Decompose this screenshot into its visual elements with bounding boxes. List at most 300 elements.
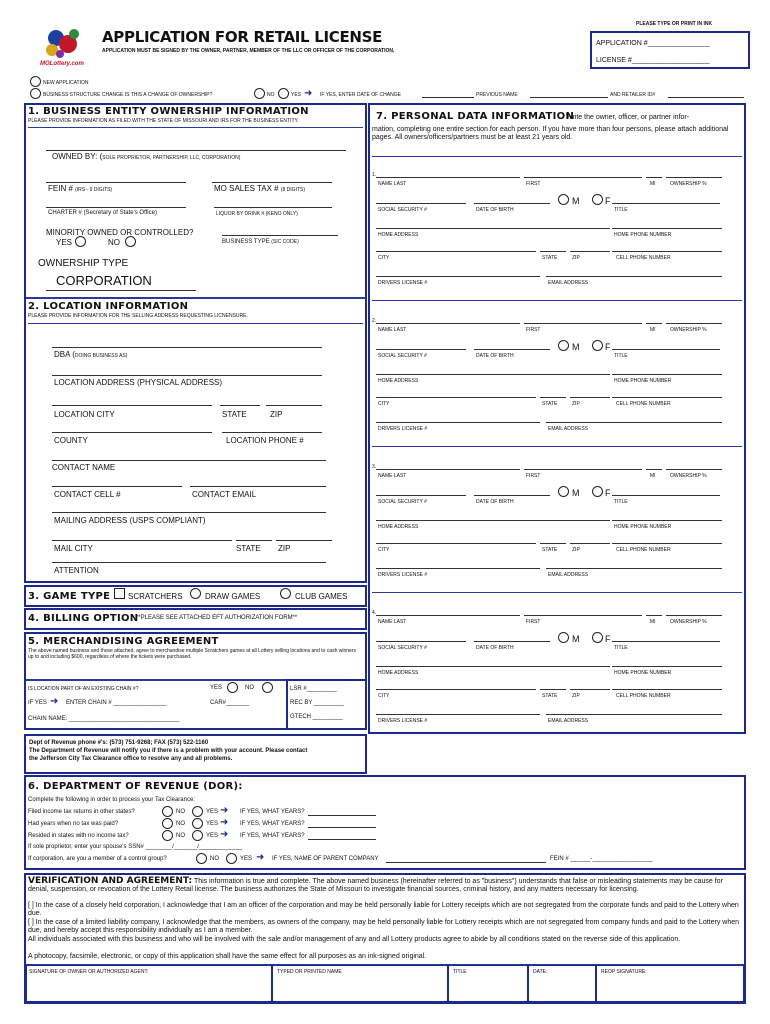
state-label: STATE bbox=[542, 255, 558, 261]
email-line[interactable] bbox=[546, 276, 722, 277]
signature-date-label: DATE: bbox=[533, 969, 548, 975]
dor-question-label: Filed income tax returns in other states? bbox=[28, 809, 135, 815]
person-divider bbox=[372, 446, 742, 447]
person-number: 2. bbox=[372, 318, 377, 324]
dor-years-label: IF YES, WHAT YEARS? bbox=[240, 833, 305, 839]
dor-contact-line-2: The Department of Revenue will notify you if there is a problem with your account. Please contact bbox=[29, 748, 308, 754]
location-address-line[interactable] bbox=[52, 375, 322, 376]
male-label: M bbox=[572, 488, 580, 498]
location-phone-line[interactable] bbox=[222, 432, 322, 433]
print-note: PLEASE TYPE OR PRINT IN INK bbox=[636, 21, 713, 27]
section-7-intro-a: Write the owner, officer, or partner infor- bbox=[566, 114, 690, 121]
drivers-license-line[interactable] bbox=[376, 276, 540, 277]
signature-date-field[interactable] bbox=[528, 965, 596, 1002]
zip-label: ZIP bbox=[572, 693, 580, 699]
scratchers-checkbox[interactable] bbox=[114, 588, 125, 599]
first-name-label: FIRST bbox=[526, 473, 541, 479]
ownership-label: OWNERSHIP % bbox=[670, 473, 707, 479]
section-7-box bbox=[368, 103, 746, 734]
ownership-line[interactable] bbox=[666, 323, 722, 324]
female-radio[interactable] bbox=[592, 632, 603, 643]
city-label: CITY bbox=[378, 401, 390, 407]
person-number: 4. bbox=[372, 610, 377, 616]
dob-label: DATE OF BIRTH bbox=[476, 207, 514, 213]
contact-cell-line[interactable] bbox=[52, 486, 182, 487]
retailer-id-line[interactable] bbox=[668, 97, 744, 98]
verification-p4: A photocopy, facsimile, electronic, or copy of this application shall have the same effect for all purposes as an ink-signed original. bbox=[28, 953, 427, 960]
gtech-field[interactable]: GTECH _________ bbox=[290, 714, 343, 720]
mailing-address-label: MAILING ADDRESS (USPS COMPLIANT) bbox=[54, 516, 206, 525]
location-phone-label: LOCATION PHONE # bbox=[226, 436, 304, 445]
zip-line[interactable] bbox=[570, 543, 610, 544]
verification-p1: [ ] In the case of a closely held corporation, I acknowledge that I am an officer of the corporation and may be held personally liable for Lottery receipts which are not segregated from the corporate funds and paid to the Lottery when due. bbox=[28, 902, 739, 917]
chain-number-field[interactable]: ENTER CHAIN # ________________ bbox=[66, 700, 167, 706]
logo-text: MOLottery.com bbox=[40, 61, 84, 67]
drivers-license-label: DRIVERS LICENSE # bbox=[378, 572, 428, 578]
title-line[interactable] bbox=[612, 495, 720, 496]
title-line[interactable] bbox=[612, 203, 720, 204]
email-line[interactable] bbox=[546, 714, 722, 715]
female-label: F bbox=[605, 342, 611, 352]
dor-question-label: Had years when no tax was paid? bbox=[28, 821, 119, 827]
draw-games-label: DRAW GAMES bbox=[205, 592, 261, 601]
minority-yes-label: YES bbox=[56, 238, 73, 247]
cell-phone-label: CELL PHONE NUMBER bbox=[616, 401, 671, 407]
email-label: EMAIL ADDRESS bbox=[548, 426, 589, 432]
dor-no-radio[interactable] bbox=[162, 806, 173, 817]
county-line[interactable] bbox=[52, 432, 212, 433]
new-application-label: NEW APPLICATION bbox=[43, 80, 89, 86]
arrow-icon: ➜ bbox=[256, 852, 265, 863]
dor-years-label: IF YES, WHAT YEARS? bbox=[240, 821, 305, 827]
city-label: CITY bbox=[378, 547, 390, 553]
cell-phone-label: CELL PHONE NUMBER bbox=[616, 547, 671, 553]
zip-label: ZIP bbox=[572, 255, 580, 261]
dob-label: DATE OF BIRTH bbox=[476, 499, 514, 505]
email-label: EMAIL ADDRESS bbox=[548, 280, 589, 286]
location-city-line[interactable] bbox=[52, 405, 212, 406]
home-address-label: HOME ADDRESS bbox=[378, 378, 419, 384]
mi-label: MI bbox=[650, 473, 656, 479]
home-phone-label: HOME PHONE NUMBER bbox=[614, 378, 672, 384]
dob-line[interactable] bbox=[474, 495, 550, 496]
state-line[interactable] bbox=[540, 397, 566, 398]
person-number: 1. bbox=[372, 172, 377, 178]
city-label: CITY bbox=[378, 693, 390, 699]
dor-yes-label: YES bbox=[206, 833, 219, 839]
county-label: COUNTY bbox=[54, 436, 88, 445]
male-radio[interactable] bbox=[558, 194, 569, 205]
contact-name-line[interactable] bbox=[52, 460, 326, 461]
male-radio[interactable] bbox=[558, 632, 569, 643]
arrow-icon: ➜ bbox=[220, 829, 229, 840]
ownership-type-value[interactable]: CORPORATION bbox=[56, 273, 152, 288]
dor-yes-label: YES bbox=[206, 809, 219, 815]
mi-label: MI bbox=[650, 619, 656, 625]
home-address-label: HOME ADDRESS bbox=[378, 232, 419, 238]
arrow-icon: ➜ bbox=[220, 817, 229, 828]
business-type-line[interactable] bbox=[222, 235, 338, 236]
female-label: F bbox=[605, 196, 611, 206]
email-label: EMAIL ADDRESS bbox=[548, 572, 589, 578]
mail-city-label: MAIL CITY bbox=[54, 544, 93, 553]
person-divider bbox=[372, 300, 742, 301]
dor-contact-line-3: the Jefferson City Tax Clearance office to resolve any and all problems. bbox=[29, 756, 233, 762]
verification-p3: All individuals associated with this business and who will be involved with the sale and/or management of any and all Lottery products agree to abide by all conditions stated on the reverse side of this application. bbox=[28, 936, 681, 943]
section-2-note: PLEASE PROVIDE INFORMATION FOR THE SELLING ADDRESS REQUESTING LICNENSURE. bbox=[28, 313, 248, 319]
charter-label: CHARTER # (Secretary of State's Office) bbox=[48, 210, 157, 216]
signature-title-field[interactable] bbox=[448, 965, 528, 1002]
fein-line[interactable] bbox=[46, 182, 186, 183]
dor-no-label: NO bbox=[176, 833, 185, 839]
location-state-line[interactable] bbox=[220, 405, 260, 406]
section-1-2-box bbox=[24, 103, 367, 583]
ssn-label: SOCIAL SECURITY # bbox=[378, 353, 427, 359]
section-6-intro: Complete the following in order to process your Tax Clearance: bbox=[28, 797, 195, 803]
mi-line[interactable] bbox=[646, 469, 662, 470]
section-4-title: 4. BILLING OPTION bbox=[28, 613, 139, 624]
application-number-field[interactable]: APPLICATION #________________ bbox=[596, 40, 710, 47]
first-name-label: FIRST bbox=[526, 619, 541, 625]
owned-by-label: OWNED BY: (SOLE PROPRIETOR, PARTNERSHIP, LLC, CORPORATION) bbox=[52, 152, 241, 161]
club-games-radio[interactable] bbox=[280, 588, 291, 599]
last-name-label: NAME LAST bbox=[378, 327, 407, 333]
signature-field[interactable] bbox=[26, 965, 272, 1002]
male-radio[interactable] bbox=[558, 486, 569, 497]
chain-question-label: IS LOCATION PART OF AN EXISTING CHAIN #? bbox=[28, 686, 139, 692]
parent-fein-field[interactable]: FEIN # ______-__________________ bbox=[550, 856, 653, 862]
chain-no-radio[interactable] bbox=[262, 682, 273, 693]
ssn-line[interactable] bbox=[376, 495, 466, 496]
liquor-label: LIQUOR BY DRINK # (KENO ONLY) bbox=[216, 211, 298, 217]
section-4-note: **PLEASE SEE ATTACHED EFT AUTHORIZATION FORM** bbox=[136, 615, 298, 621]
rec-by-field[interactable]: REC BY _________ bbox=[290, 700, 344, 706]
contact-name-label: CONTACT NAME bbox=[52, 463, 116, 472]
home-phone-line[interactable] bbox=[612, 520, 722, 521]
dor-years-line[interactable] bbox=[308, 839, 376, 840]
section-divider bbox=[26, 297, 366, 299]
state-label: STATE bbox=[542, 693, 558, 699]
home-phone-line[interactable] bbox=[612, 228, 722, 229]
car-number-field[interactable]: CAR#_______ bbox=[210, 700, 250, 706]
spouse-ssn-field[interactable]: If sole proprietor, enter your spouse's SSN# ________/_______/_____________ bbox=[28, 844, 243, 850]
section-3-title: 3. GAME TYPE bbox=[28, 591, 111, 602]
previous-name-label: PREVIOUS NAME bbox=[476, 92, 518, 98]
page-title: APPLICATION FOR RETAIL LICENSE bbox=[102, 28, 383, 46]
state-label: STATE bbox=[542, 547, 558, 553]
draw-games-radio[interactable] bbox=[190, 588, 201, 599]
drivers-license-line[interactable] bbox=[376, 568, 540, 569]
location-zip-line[interactable] bbox=[266, 405, 322, 406]
chain-yes-radio[interactable] bbox=[227, 682, 238, 693]
zip-label: ZIP bbox=[572, 401, 580, 407]
dor-no-radio[interactable] bbox=[162, 830, 173, 841]
mo-sales-tax-label: MO SALES TAX # (8 DIGITS) bbox=[214, 184, 306, 193]
new-application-radio[interactable] bbox=[30, 76, 41, 87]
ownership-label: OWNERSHIP % bbox=[670, 327, 707, 333]
ownership-line[interactable] bbox=[666, 469, 722, 470]
home-address-line[interactable] bbox=[376, 374, 610, 375]
mail-state-label: STATE bbox=[236, 544, 261, 553]
dob-line[interactable] bbox=[474, 349, 550, 350]
section-7-title: 7. PERSONAL DATA INFORMATION bbox=[376, 111, 575, 122]
mail-city-line[interactable] bbox=[52, 540, 232, 541]
application-number-box bbox=[590, 31, 750, 69]
minority-yes-radio[interactable] bbox=[75, 236, 86, 247]
liquor-line[interactable] bbox=[214, 207, 332, 208]
parent-company-label: IF YES, NAME OF PARENT COMPANY bbox=[272, 856, 379, 862]
mi-label: MI bbox=[650, 327, 656, 333]
first-name-label: FIRST bbox=[526, 181, 541, 187]
last-name-label: NAME LAST bbox=[378, 181, 407, 187]
dor-no-label: NO bbox=[176, 809, 185, 815]
email-line[interactable] bbox=[546, 568, 722, 569]
mail-zip-line[interactable] bbox=[276, 540, 332, 541]
zip-line[interactable] bbox=[570, 251, 610, 252]
last-name-label: NAME LAST bbox=[378, 619, 407, 625]
reop-signature-field[interactable] bbox=[596, 965, 744, 1002]
first-name-line[interactable] bbox=[524, 323, 642, 324]
section-5-title: 5. MERCHANDISING AGREEMENT bbox=[28, 636, 219, 647]
ownership-label: OWNERSHIP % bbox=[670, 181, 707, 187]
charter-line[interactable] bbox=[46, 207, 186, 208]
home-phone-line[interactable] bbox=[612, 666, 722, 667]
change-yes-radio[interactable] bbox=[278, 88, 289, 99]
license-number-field[interactable]: LICENSE #____________________ bbox=[596, 57, 710, 64]
retailer-id-label: AND RETAILER ID# bbox=[610, 92, 656, 98]
chain-no-label: NO bbox=[245, 685, 254, 691]
dor-years-label: IF YES, WHAT YEARS? bbox=[240, 809, 305, 815]
control-group-yes-label: YES bbox=[240, 856, 253, 862]
date-of-change-line[interactable] bbox=[422, 97, 474, 98]
dor-contact-line-1: Dept of Revenue phone #'s: (573) 751-9268; FAX (573) 522-1160 bbox=[29, 740, 209, 746]
chain-name-field[interactable]: CHAIN NAME: _________________________________ bbox=[28, 716, 180, 722]
state-line[interactable] bbox=[540, 543, 566, 544]
section-1-title: 1. BUSINESS ENTITY OWNERSHIP INFORMATION bbox=[28, 106, 309, 117]
structure-change-radio[interactable] bbox=[30, 88, 41, 99]
male-radio[interactable] bbox=[558, 340, 569, 351]
structure-change-label: BUSINESS STRUCTURE CHANGE IS THIS A CHANGE OF OWNERSHIP? bbox=[43, 92, 213, 98]
drivers-license-label: DRIVERS LICENSE # bbox=[378, 718, 428, 724]
dor-yes-radio[interactable] bbox=[192, 806, 203, 817]
home-phone-label: HOME PHONE NUMBER bbox=[614, 232, 672, 238]
last-name-line[interactable] bbox=[376, 469, 520, 470]
home-address-label: HOME ADDRESS bbox=[378, 670, 419, 676]
state-line[interactable] bbox=[540, 689, 566, 690]
cell-phone-line[interactable] bbox=[612, 397, 722, 398]
fein-label: FEIN # (IRS - 9 DIGITS) bbox=[48, 184, 113, 193]
dor-no-label: NO bbox=[176, 821, 185, 827]
mail-state-line[interactable] bbox=[236, 540, 272, 541]
last-name-line[interactable] bbox=[376, 177, 520, 178]
control-group-yes-radio[interactable] bbox=[226, 853, 237, 864]
drivers-license-line[interactable] bbox=[376, 422, 540, 423]
state-line[interactable] bbox=[540, 251, 566, 252]
female-radio[interactable] bbox=[592, 340, 603, 351]
male-label: M bbox=[572, 342, 580, 352]
state-label: STATE bbox=[542, 401, 558, 407]
verification-intro bbox=[28, 877, 744, 894]
date-of-change-label: IF YES, ENTER DATE OF CHANGE bbox=[320, 92, 401, 98]
lsr-field[interactable]: LSR #_________ bbox=[290, 686, 337, 692]
title-label: TITLE bbox=[614, 499, 628, 505]
verification-p2: [ ] In the case of a limited liability company, I acknowledge that the members, as owners of the company, may be held personally liable for Lottery receipts which are not segregated from company funds and paid to the Lottery when due, and hereby accept this responsibility individually as I am a member. bbox=[28, 919, 740, 934]
home-phone-label: HOME PHONE NUMBER bbox=[614, 670, 672, 676]
mo-sales-tax-line[interactable] bbox=[212, 182, 332, 183]
location-city-label: LOCATION CITY bbox=[54, 410, 115, 419]
dor-question-label: Resided in states with no income tax? bbox=[28, 833, 129, 839]
person-divider bbox=[372, 592, 742, 593]
attention-label: ATTENTION bbox=[54, 566, 99, 575]
title-line[interactable] bbox=[612, 349, 720, 350]
dor-no-radio[interactable] bbox=[162, 818, 173, 829]
section-5-text: The above named business and those attached, agree to merchandise multiple Scratchers games at all Lottery selling locations and to cash winners up to and including $600, regardless of where the tickets were purchased. bbox=[28, 648, 356, 660]
ownership-label: OWNERSHIP % bbox=[670, 619, 707, 625]
signature-label: SIGNATURE OF OWNER OR AUTHORIZED AGENT: bbox=[29, 969, 149, 975]
email-label: EMAIL ADDRESS bbox=[548, 718, 589, 724]
last-name-label: NAME LAST bbox=[378, 473, 407, 479]
control-group-no-radio[interactable] bbox=[196, 853, 207, 864]
city-label: CITY bbox=[378, 255, 390, 261]
female-label: F bbox=[605, 488, 611, 498]
change-no-label: NO bbox=[267, 92, 275, 98]
dob-label: DATE OF BIRTH bbox=[476, 353, 514, 359]
divider bbox=[26, 679, 286, 681]
city-line[interactable] bbox=[376, 397, 536, 398]
dor-years-line[interactable] bbox=[308, 827, 376, 828]
minority-label: MINORITY OWNED OR CONTROLLED? bbox=[46, 228, 194, 237]
cell-phone-line[interactable] bbox=[612, 251, 722, 252]
zip-line[interactable] bbox=[570, 397, 610, 398]
female-radio[interactable] bbox=[592, 486, 603, 497]
contact-email-label: CONTACT EMAIL bbox=[192, 490, 257, 499]
location-state-label: STATE bbox=[222, 410, 247, 419]
location-address-label: LOCATION ADDRESS (PHYSICAL ADDRESS) bbox=[54, 378, 223, 387]
cell-phone-label: CELL PHONE NUMBER bbox=[616, 255, 671, 261]
ownership-type-line bbox=[46, 290, 196, 291]
divider bbox=[28, 127, 363, 128]
ownership-line[interactable] bbox=[666, 177, 722, 178]
ownership-type-label: OWNERSHIP TYPE bbox=[38, 258, 129, 269]
owned-by-line[interactable] bbox=[46, 150, 346, 151]
minority-no-label: NO bbox=[108, 238, 120, 247]
person-number: 3. bbox=[372, 464, 377, 470]
dob-line[interactable] bbox=[474, 641, 550, 642]
mi-line[interactable] bbox=[646, 615, 662, 616]
drivers-license-line[interactable] bbox=[376, 714, 540, 715]
section-7-intro-b: mation, completing one entire section for each person. If you have more than four persons, please attach additional pages. All owners/officers/partners must be at least 21 years old. bbox=[372, 126, 729, 141]
title-line[interactable] bbox=[612, 641, 720, 642]
control-group-no-label: NO bbox=[210, 856, 219, 862]
dor-yes-label: YES bbox=[206, 821, 219, 827]
section-1-note: PLEASE PROVIDE INFORMATION AS FILED WITH THE STATE OF MISSOURI AND IRS FOR THE BUSINESS ENTITY. bbox=[28, 118, 299, 124]
first-name-line[interactable] bbox=[524, 615, 642, 616]
printed-name-label: TYPED OR PRINTED NAME bbox=[277, 969, 342, 975]
dob-label: DATE OF BIRTH bbox=[476, 645, 514, 651]
page-subtitle: APPLICATION MUST BE SIGNED BY THE OWNER, PARTNER, MEMBER OF THE LLC OR OFFICER OF THE CORPORATION, bbox=[102, 48, 395, 54]
if-yes-label: IF YES bbox=[28, 700, 47, 706]
section-6-title: 6. DEPARTMENT OF REVENUE (DOR): bbox=[28, 781, 243, 792]
female-radio[interactable] bbox=[592, 194, 603, 205]
club-games-label: CLUB GAMES bbox=[295, 592, 348, 601]
dor-yes-radio[interactable] bbox=[192, 830, 203, 841]
first-name-line[interactable] bbox=[524, 469, 642, 470]
first-name-label: FIRST bbox=[526, 327, 541, 333]
section-2-title: 2. LOCATION INFORMATION bbox=[28, 301, 189, 312]
cell-phone-label: CELL PHONE NUMBER bbox=[616, 693, 671, 699]
dba-line[interactable] bbox=[52, 347, 322, 348]
city-line[interactable] bbox=[376, 543, 536, 544]
home-address-line[interactable] bbox=[376, 520, 610, 521]
drivers-license-label: DRIVERS LICENSE # bbox=[378, 426, 428, 432]
dor-years-line[interactable] bbox=[308, 815, 376, 816]
dob-line[interactable] bbox=[474, 203, 550, 204]
male-label: M bbox=[572, 196, 580, 206]
last-name-line[interactable] bbox=[376, 615, 520, 616]
ssn-line[interactable] bbox=[376, 203, 466, 204]
title-label: TITLE bbox=[614, 353, 628, 359]
email-line[interactable] bbox=[546, 422, 722, 423]
dor-yes-radio[interactable] bbox=[192, 818, 203, 829]
city-line[interactable] bbox=[376, 251, 536, 252]
home-address-label: HOME ADDRESS bbox=[378, 524, 419, 530]
verification-intro-text: This information is true and complete. The above named business (hereinafter referred to as "business") understands that false or misleading statements may be cause for denial, suspension, or revocation of the Lottery Retail license. The business authorizes the State of Missouri to investigate financial sources, criminal history, and any matters necessary for licensing. bbox=[28, 878, 723, 893]
arrow-icon: ➜ bbox=[304, 88, 313, 99]
last-name-line[interactable] bbox=[376, 323, 520, 324]
printed-name-field[interactable] bbox=[272, 965, 448, 1002]
previous-name-line[interactable] bbox=[530, 97, 608, 98]
mi-line[interactable] bbox=[646, 177, 662, 178]
divider bbox=[28, 323, 363, 324]
zip-line[interactable] bbox=[570, 689, 610, 690]
attention-line[interactable] bbox=[52, 562, 326, 563]
arrow-icon: ➜ bbox=[50, 696, 59, 707]
ssn-line[interactable] bbox=[376, 349, 466, 350]
home-address-line[interactable] bbox=[376, 666, 610, 667]
parent-company-line[interactable] bbox=[386, 862, 546, 863]
drivers-license-label: DRIVERS LICENSE # bbox=[378, 280, 428, 286]
divider bbox=[372, 156, 742, 157]
change-no-radio[interactable] bbox=[254, 88, 265, 99]
dba-label: DBA (DOING BUSINESS AS) bbox=[54, 350, 128, 359]
ssn-line[interactable] bbox=[376, 641, 466, 642]
first-name-line[interactable] bbox=[524, 177, 642, 178]
ssn-label: SOCIAL SECURITY # bbox=[378, 499, 427, 505]
home-phone-line[interactable] bbox=[612, 374, 722, 375]
scratchers-label: SCRATCHERS bbox=[128, 592, 183, 601]
female-label: F bbox=[605, 634, 611, 644]
contact-email-line[interactable] bbox=[190, 486, 326, 487]
minority-no-radio[interactable] bbox=[125, 236, 136, 247]
home-address-line[interactable] bbox=[376, 228, 610, 229]
ssn-label: SOCIAL SECURITY # bbox=[378, 207, 427, 213]
arrow-icon: ➜ bbox=[220, 805, 229, 816]
city-line[interactable] bbox=[376, 689, 536, 690]
ownership-line[interactable] bbox=[666, 615, 722, 616]
cell-phone-line[interactable] bbox=[612, 543, 722, 544]
home-phone-label: HOME PHONE NUMBER bbox=[614, 524, 672, 530]
zip-label: ZIP bbox=[572, 547, 580, 553]
mi-line[interactable] bbox=[646, 323, 662, 324]
chain-yes-label: YES bbox=[210, 685, 223, 691]
contact-cell-label: CONTACT CELL # bbox=[54, 490, 121, 499]
control-group-label: If corporation, are you a member of a control group? bbox=[28, 856, 167, 862]
business-type-label: BUSINESS TYPE (SIC CODE) bbox=[222, 239, 299, 245]
cell-phone-line[interactable] bbox=[612, 689, 722, 690]
male-label: M bbox=[572, 634, 580, 644]
mailing-address-line[interactable] bbox=[52, 512, 326, 513]
location-zip-label: ZIP bbox=[270, 410, 283, 419]
